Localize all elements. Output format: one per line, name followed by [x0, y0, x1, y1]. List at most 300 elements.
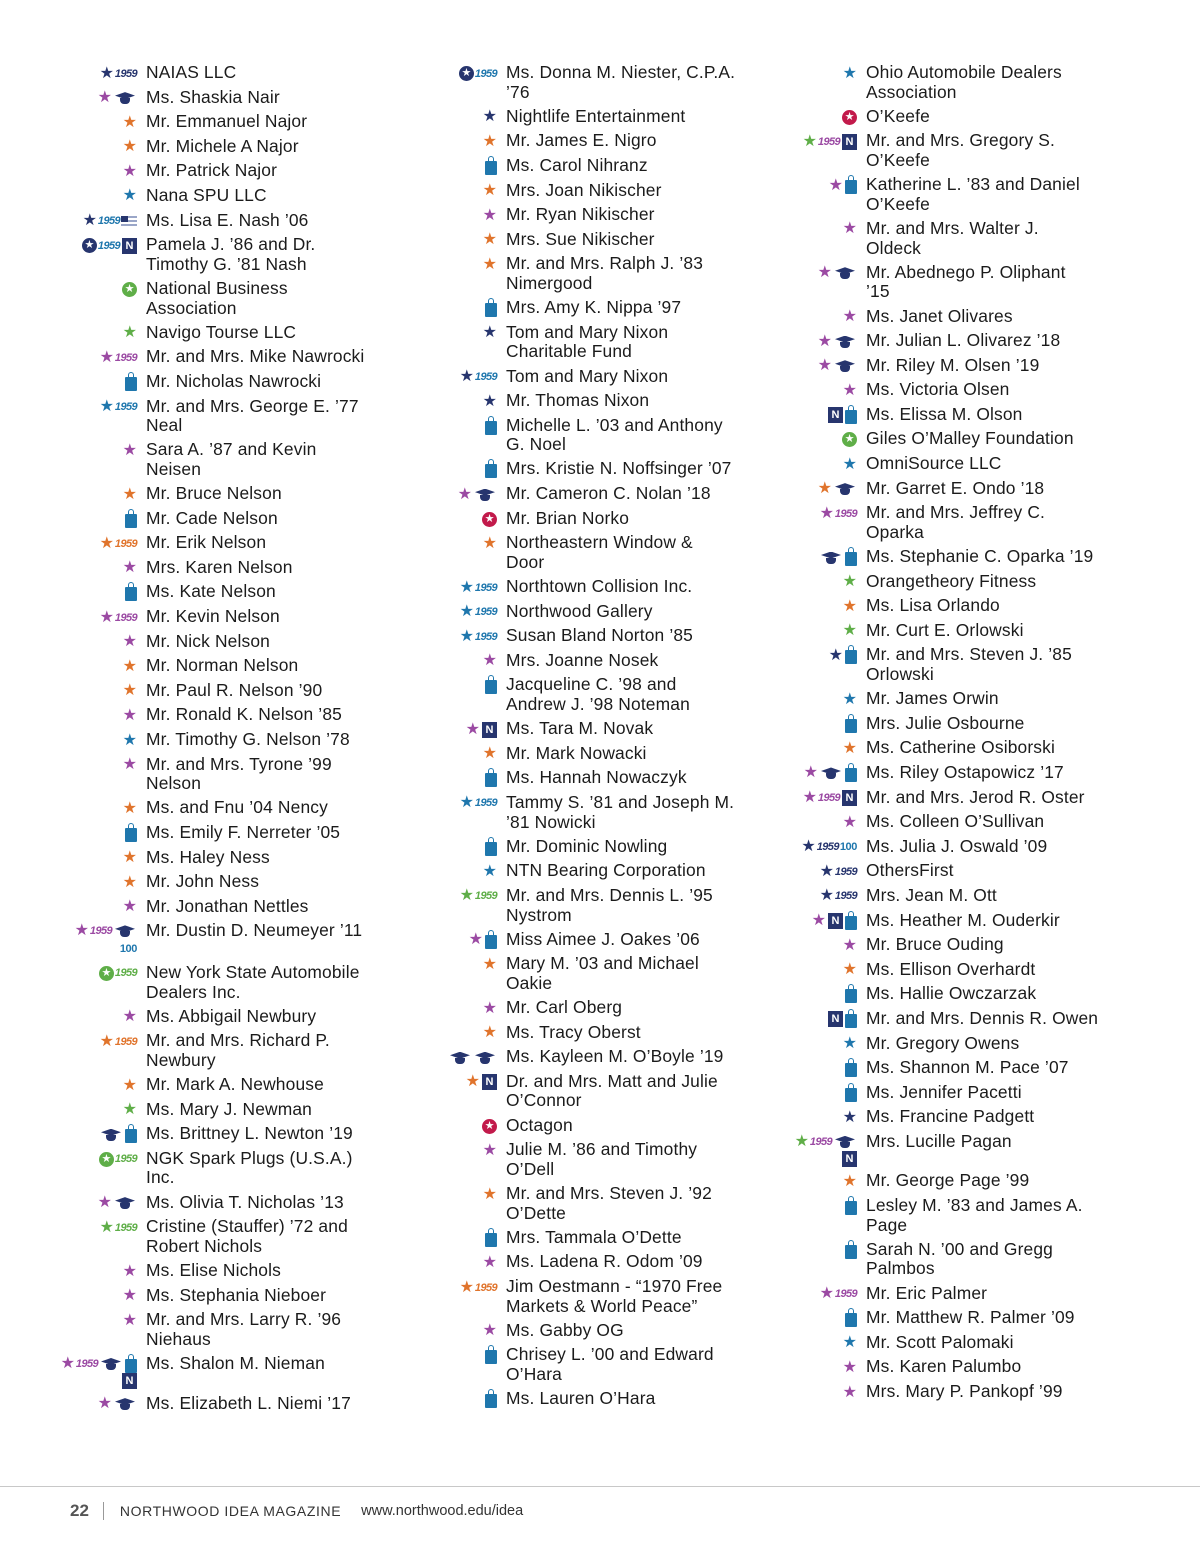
- graduation-cap-icon: [833, 265, 857, 281]
- donor-entry: [420, 1321, 775, 1341]
- star-navy-icon: ★: [459, 368, 474, 385]
- donor-name: Ms. Catherine Osiborski: [866, 737, 1056, 758]
- star-purple-icon: ★: [122, 633, 137, 651]
- donor-badges: [420, 1321, 506, 1341]
- donor-name: National Business Association: [146, 277, 288, 318]
- donor-entry: [420, 156, 775, 176]
- donor-badges: [420, 1184, 506, 1204]
- donor-entry: [780, 1083, 1140, 1103]
- donor-name: Ms. Francine Padgett: [866, 1106, 1035, 1127]
- donor-entry: [60, 211, 410, 231]
- donor-name: Mr. Timothy G. Nelson ’78: [146, 729, 350, 749]
- star-navy-icon: ★: [819, 887, 834, 905]
- donor-entry: [780, 356, 1140, 376]
- donor-entry: [420, 230, 775, 250]
- donor-badges: [780, 1171, 866, 1191]
- donor-entry: [60, 1007, 410, 1027]
- donor-name: Mr. and Mrs. Larry R. ’96 Niehaus: [146, 1309, 342, 1349]
- donor-name: Northeastern Window & Door: [506, 532, 693, 572]
- donor-name: Mr. Patrick Najor: [146, 160, 278, 181]
- star-teal-icon: ★: [842, 64, 857, 82]
- donor-name: Mrs. Kristie N. Noffsinger ’07: [506, 458, 732, 479]
- shopping-bag-icon: [485, 1350, 497, 1364]
- donor-entry: [780, 1034, 1140, 1054]
- donor-entry: [780, 1132, 1140, 1167]
- northwood-n-icon: N: [828, 407, 843, 423]
- star-green-icon: ★: [842, 573, 857, 591]
- donor-name: Sarah N. ’00 and Gregg Palmbos: [866, 1238, 1053, 1279]
- donor-badges: [420, 1140, 506, 1160]
- star-purple-icon: ★: [811, 912, 826, 930]
- donor-badges: [420, 323, 506, 343]
- donor-badges: [420, 768, 506, 788]
- star-orange-icon: ★: [842, 961, 857, 979]
- donor-name: Ms. Shaskia Nair: [146, 86, 280, 107]
- donor-entry: [420, 577, 775, 597]
- star-orange-icon: ★: [842, 1172, 857, 1190]
- donor-name: Ms. Shannon M. Pace ’07: [866, 1057, 1069, 1078]
- donor-entry: [780, 738, 1140, 758]
- donor-entry: [420, 1047, 775, 1067]
- donor-entry: [780, 1171, 1140, 1191]
- donor-name: OthersFirst: [866, 860, 954, 881]
- donor-entry: [420, 675, 775, 714]
- circle-star-crimson-icon: ★: [482, 512, 497, 527]
- donor-name: Ms. Carol Nihranz: [506, 154, 648, 175]
- society-1959-badge-icon: 1959: [834, 865, 857, 878]
- donor-badges: [60, 1149, 146, 1169]
- donor-badges: [60, 582, 146, 602]
- star-orange-icon: ★: [122, 113, 137, 131]
- shopping-bag-icon: [845, 989, 857, 1003]
- donor-badges: [60, 1075, 146, 1095]
- donor-badges: [60, 897, 146, 917]
- shopping-bag-icon: [485, 773, 497, 787]
- donor-entry: [60, 705, 410, 725]
- donor-entry: [420, 1252, 775, 1272]
- society-1959-badge-icon: 1959: [817, 792, 840, 805]
- donor-badges: [60, 63, 146, 83]
- donor-entry: [780, 645, 1140, 684]
- donor-entry: [60, 798, 410, 818]
- donor-name: Mr. James Orwin: [866, 688, 999, 709]
- donor-badges: [780, 935, 866, 955]
- donor-entry: [420, 768, 775, 788]
- graduation-cap-icon: [113, 923, 137, 939]
- star-navy-icon: ★: [482, 392, 497, 410]
- shopping-bag-icon: [125, 1359, 137, 1373]
- donor-entry: [60, 1100, 410, 1120]
- donor-entry: [60, 509, 410, 529]
- shopping-bag-icon: [845, 1245, 857, 1259]
- donor-name: Octagon: [506, 1114, 573, 1135]
- northwood-n-icon: N: [842, 134, 857, 150]
- donor-name: Mr. Scott Palomaki: [866, 1331, 1014, 1352]
- donor-badges: [780, 1083, 866, 1103]
- star-purple-icon: ★: [60, 1355, 75, 1372]
- donor-entry: [60, 848, 410, 868]
- donor-badges: [60, 533, 146, 553]
- donor-badges: [60, 963, 146, 983]
- donor-name: Mr. and Mrs. Gregory S. O’Keefe: [866, 130, 1055, 170]
- circle-star-green-icon: ★: [842, 432, 857, 447]
- circle-star-crimson-icon: ★: [482, 1119, 497, 1134]
- donor-badges: [780, 911, 866, 931]
- donor-name: Ms. Julia J. Oswald ’09: [866, 835, 1048, 856]
- donor-name: Mrs. Sue Nikischer: [506, 228, 655, 249]
- donor-name: Mr. Kevin Nelson: [146, 606, 280, 627]
- donor-name: Mr. Ryan Nikischer: [506, 204, 655, 225]
- donor-badges: [60, 1217, 146, 1237]
- donor-badges: [60, 1193, 146, 1213]
- donor-badges: [60, 558, 146, 578]
- donor-name: Mr. Brian Norko: [506, 507, 630, 528]
- donor-entry: [420, 719, 775, 739]
- donor-name: NAIAS LLC: [146, 62, 237, 82]
- donor-badges: [780, 1107, 866, 1127]
- donor-name: Mr. Mark Nowacki: [506, 742, 647, 763]
- donor-entry: [60, 607, 410, 627]
- donor-badges: [60, 161, 146, 181]
- donor-name: Ms. Donna M. Niester, C.P.A. ’76: [506, 62, 736, 102]
- star-purple-icon: ★: [842, 308, 857, 325]
- shopping-bag-icon: [845, 1201, 857, 1215]
- shopping-bag-icon: [485, 842, 497, 856]
- donor-badges: [780, 812, 866, 832]
- donor-name: Mary M. ’03 and Michael Oakie: [506, 953, 699, 993]
- society-1959-badge-icon: 1959: [474, 630, 497, 643]
- shopping-bag-icon: [485, 464, 497, 478]
- circle-star-green-icon: ★: [99, 1152, 114, 1167]
- donor-badges: [60, 1261, 146, 1281]
- shopping-bag-icon: [485, 161, 497, 175]
- donor-badges: [420, 131, 506, 151]
- donor-entry: [780, 1240, 1140, 1279]
- donor-name: Mr. and Mrs. Mike Nawrocki: [146, 346, 365, 367]
- donor-name: New York State Automobile Dealers Inc.: [146, 961, 360, 1002]
- donor-name: Orangetheory Fitness: [866, 570, 1037, 591]
- star-purple-icon: ★: [122, 756, 137, 774]
- star-purple-icon: ★: [819, 1285, 834, 1303]
- donor-entry: [60, 656, 410, 676]
- northwood-n-icon: N: [842, 790, 857, 806]
- donor-badges: [780, 429, 866, 449]
- donor-entry: [60, 1075, 410, 1095]
- donor-entry: [780, 307, 1140, 327]
- donor-badges: [780, 738, 866, 758]
- donor-entry: [780, 572, 1140, 592]
- star-purple-icon: ★: [122, 1287, 137, 1305]
- donor-badges: [420, 886, 506, 906]
- graduation-cap-icon: [819, 550, 843, 566]
- donor-entry: [60, 323, 410, 343]
- star-orange-icon: ★: [482, 231, 497, 249]
- donor-badges: [60, 137, 146, 157]
- donor-entry: [780, 503, 1140, 542]
- donor-badges: [780, 1240, 866, 1260]
- donor-name: Mrs. Jean M. Ott: [866, 884, 997, 905]
- donor-name: Mrs. Joan Nikischer: [506, 179, 662, 200]
- donor-name: Mr. Dustin D. Neumeyer ’11: [146, 920, 363, 941]
- donor-badges: [60, 1286, 146, 1306]
- star-green-icon: ★: [122, 324, 137, 342]
- donor-entry: [420, 651, 775, 671]
- society-1959-badge-icon: 1959: [114, 401, 137, 413]
- donor-entry: [780, 763, 1140, 783]
- donor-name: OmniSource LLC: [866, 453, 1002, 474]
- donor-name: Ms. Tara M. Novak: [506, 718, 654, 739]
- donor-name: Mrs. Mary P. Pankopf ’99: [866, 1381, 1063, 1401]
- star-purple-icon: ★: [842, 220, 857, 238]
- donor-name: Ms. Heather M. Ouderkir: [866, 909, 1060, 930]
- donor-badges: [780, 107, 866, 127]
- star-orange-icon: ★: [465, 1073, 480, 1091]
- shopping-bag-icon: [125, 514, 137, 528]
- star-purple-icon: ★: [842, 1383, 857, 1401]
- donor-badges: [60, 1310, 146, 1330]
- donor-name: Mr. Norman Nelson: [146, 655, 299, 676]
- donor-badges: [420, 651, 506, 671]
- donor-badges: [60, 656, 146, 676]
- star-purple-icon: ★: [817, 264, 832, 282]
- donor-name: Ms. Karen Palumbo: [866, 1356, 1022, 1377]
- donor-entry: [780, 1357, 1140, 1377]
- donor-name: Nightlife Entertainment: [506, 105, 686, 126]
- star-purple-icon: ★: [122, 441, 137, 459]
- donor-name: Mr. Riley M. Olsen ’19: [866, 354, 1040, 375]
- donor-badges: [420, 63, 506, 83]
- star-purple-icon: ★: [482, 1141, 497, 1159]
- graduation-cap-icon: [99, 1127, 123, 1143]
- society-1959-badge-icon: 1959: [834, 507, 857, 520]
- star-purple-icon: ★: [74, 922, 89, 940]
- donor-name: Mr. Curt E. Orlowski: [866, 619, 1024, 640]
- star-teal-icon: ★: [842, 1334, 857, 1352]
- society-1959-badge-icon: 1959: [114, 537, 137, 550]
- donor-badges: [420, 459, 506, 479]
- star-orange-icon: ★: [482, 745, 497, 763]
- donor-name: Mr. Cade Nelson: [146, 507, 278, 528]
- star-navy-icon: ★: [99, 64, 114, 82]
- donor-badges: [60, 755, 146, 775]
- donor-badges: [60, 681, 146, 701]
- star-purple-icon: ★: [482, 652, 497, 670]
- donor-name: Ms. Riley Ostapowicz ’17: [866, 761, 1064, 782]
- donor-badges: [60, 440, 146, 460]
- star-purple-icon: ★: [842, 1358, 857, 1376]
- donor-entry: [420, 509, 775, 529]
- donor-entry: [420, 181, 775, 201]
- donor-entry: [780, 1284, 1140, 1304]
- donor-name: Mr. Gregory Owens: [866, 1032, 1020, 1053]
- donor-badges: [60, 347, 146, 367]
- graduation-cap-icon: [99, 1356, 123, 1372]
- donor-entry: [780, 984, 1140, 1004]
- donor-entry: [780, 429, 1140, 449]
- donor-badges: [60, 1100, 146, 1120]
- donor-entry: [780, 714, 1140, 734]
- donor-name: Michelle L. ’03 and Anthony G. Noel: [506, 414, 723, 455]
- society-1959-badge-icon: 1959: [474, 890, 497, 903]
- donor-name: Julie M. ’86 and Timothy O’Dell: [506, 1139, 698, 1179]
- donor-badges: [780, 788, 866, 808]
- donor-entry: [780, 380, 1140, 400]
- star-teal-icon: ★: [122, 731, 137, 749]
- donor-name: Mr. Ronald K. Nelson ’85: [146, 704, 342, 725]
- society-1959-badge-icon: 1959: [114, 1153, 137, 1166]
- donor-name: Mr. and Mrs. Ralph J. ’83 Nimergood: [506, 253, 704, 293]
- donor-name: Miss Aimee J. Oakes ’06: [506, 928, 700, 949]
- donor-name: Ms. Lauren O’Hara: [506, 1388, 656, 1409]
- star-purple-icon: ★: [97, 89, 112, 107]
- donor-badges: [420, 1228, 506, 1248]
- graduation-cap-icon: [819, 765, 843, 781]
- star-orange-icon: ★: [482, 955, 497, 973]
- star-purple-icon: ★: [802, 789, 817, 807]
- donor-entry: [60, 558, 410, 578]
- donor-entry: [780, 935, 1140, 955]
- star-teal-icon: ★: [459, 603, 474, 621]
- donor-name: Ms. Lisa E. Nash ’06: [146, 209, 309, 230]
- donor-name: Mr. Nick Nelson: [146, 630, 271, 651]
- donor-badges: [780, 572, 866, 592]
- donor-name: Katherine L. ’83 and Daniel O’Keefe: [866, 174, 1080, 214]
- donor-entry: [780, 1308, 1140, 1328]
- star-teal-icon: ★: [459, 578, 474, 596]
- star-orange-icon: ★: [842, 597, 857, 615]
- donor-badges: [780, 356, 866, 376]
- star-purple-icon: ★: [482, 1253, 497, 1271]
- donor-badges: [420, 675, 506, 695]
- shopping-bag-icon: [845, 1088, 857, 1102]
- star-orange-icon: ★: [122, 849, 137, 867]
- star-orange-icon: ★: [482, 1185, 497, 1203]
- star-orange-icon: ★: [122, 657, 137, 675]
- star-teal-icon: ★: [459, 627, 474, 645]
- donor-badges: [780, 689, 866, 709]
- donor-entry: [420, 930, 775, 950]
- donor-column-1: [60, 63, 410, 1418]
- donor-name: Mr. and Mrs. Dennis R. Owen: [866, 1007, 1099, 1028]
- donor-name: Ms. Elissa M. Olson: [866, 403, 1023, 424]
- northwood-n-icon: N: [842, 1151, 857, 1167]
- donor-name: Mr. and Mrs. Tyrone ’99 Nelson: [146, 753, 332, 794]
- donor-name: Ms. Lisa Orlando: [866, 595, 1000, 616]
- society-1959-badge-icon: 1959: [816, 841, 839, 854]
- donor-name: Mrs. Amy K. Nippa ’97: [506, 297, 682, 318]
- star-purple-icon: ★: [465, 720, 480, 738]
- star-purple-icon: ★: [817, 332, 832, 350]
- donor-name: Mrs. Joanne Nosek: [506, 649, 659, 670]
- graduation-cap-icon: [833, 1134, 857, 1150]
- graduation-cap-icon: [113, 1396, 137, 1412]
- donor-badges: [60, 1394, 146, 1414]
- shopping-bag-icon: [485, 680, 497, 694]
- donor-column-2: [420, 63, 775, 1414]
- shopping-bag-icon: [845, 650, 857, 664]
- donor-badges: [60, 235, 146, 255]
- donor-badges: [60, 607, 146, 627]
- star-purple-icon: ★: [457, 485, 472, 503]
- donor-badges: [60, 848, 146, 868]
- donor-name: Mr. and Mrs. Jerod R. Oster: [866, 786, 1085, 807]
- donor-badges: [60, 1031, 146, 1051]
- northwood-n-icon: N: [482, 1074, 497, 1090]
- star-green-icon: ★: [459, 887, 474, 905]
- donor-name: NGK Spark Plugs (U.S.A.) Inc.: [146, 1147, 353, 1188]
- graduation-cap-icon: [833, 358, 857, 374]
- donor-name: Ms. Tracy Oberst: [506, 1021, 641, 1042]
- donor-entry: [780, 131, 1140, 170]
- star-purple-icon: ★: [122, 559, 137, 577]
- donor-entry: [780, 861, 1140, 881]
- donor-name: Mr. Mark A. Newhouse: [146, 1074, 324, 1095]
- star-navy-icon: ★: [828, 646, 843, 664]
- star-orange-icon: ★: [122, 485, 137, 503]
- graduation-cap-icon: [473, 487, 497, 503]
- donor-name: Mr. Bruce Nelson: [146, 483, 282, 504]
- century-100-badge-icon: 100: [119, 943, 137, 956]
- donor-badges: [420, 509, 506, 529]
- donor-name: Tom and Mary Nixon Charitable Fund: [506, 321, 669, 362]
- footer-divider: [0, 1486, 1200, 1487]
- donor-name: Mr. Julian L. Olivarez ’18: [866, 330, 1061, 351]
- donor-name: Ms. Hannah Nowaczyk: [506, 767, 687, 788]
- circle-star-crimson-icon: ★: [842, 110, 857, 125]
- donor-badges: [60, 632, 146, 652]
- society-1959-badge-icon: 1959: [89, 925, 112, 938]
- donor-entry: [60, 897, 410, 917]
- donor-badges: [60, 372, 146, 392]
- donor-badges: [780, 1357, 866, 1377]
- donor-name: Jacqueline C. ’98 and Andrew J. ’98 Noteman: [506, 674, 690, 714]
- donor-entry: [780, 911, 1140, 931]
- donor-badges: [60, 397, 146, 417]
- shopping-bag-icon: [125, 587, 137, 601]
- donor-entry: [60, 872, 410, 892]
- star-purple-icon: ★: [828, 176, 843, 194]
- donor-entry: [780, 1058, 1140, 1078]
- donor-entry: [420, 323, 775, 362]
- donor-entry: [420, 367, 775, 387]
- donor-entry: [780, 1196, 1140, 1235]
- graduation-cap-icon: [473, 1050, 497, 1066]
- donor-entry: [780, 454, 1140, 474]
- donor-entry: [780, 479, 1140, 499]
- circle-star-green-icon: ★: [122, 282, 137, 297]
- shopping-bag-icon: [125, 1129, 137, 1143]
- donor-badges: [780, 63, 866, 83]
- donor-entry: [420, 1140, 775, 1179]
- donor-badges: [60, 484, 146, 504]
- society-1959-badge-icon: 1959: [834, 1288, 857, 1301]
- donor-badges: [780, 479, 866, 499]
- society-1959-badge-icon: 1959: [114, 967, 137, 980]
- donor-name: Ohio Automobile Dealers Association: [866, 62, 1062, 102]
- donor-name: Jim Oestmann - “1970 Free Markets & World Peace”: [506, 1276, 723, 1316]
- donor-badges: [780, 1034, 866, 1054]
- donor-name: Ms. Ellison Overhardt: [866, 958, 1036, 979]
- donor-name: Ms. Gabby OG: [506, 1319, 624, 1340]
- donor-name: O’Keefe: [866, 105, 930, 126]
- donor-badges: [780, 263, 866, 283]
- star-orange-icon: ★: [122, 1076, 137, 1094]
- donor-badges: [780, 1382, 866, 1402]
- star-purple-icon: ★: [817, 357, 832, 375]
- donor-badges: [60, 730, 146, 750]
- donor-name: Ms. Abbigail Newbury: [146, 1005, 317, 1026]
- donor-entry: [60, 963, 410, 1002]
